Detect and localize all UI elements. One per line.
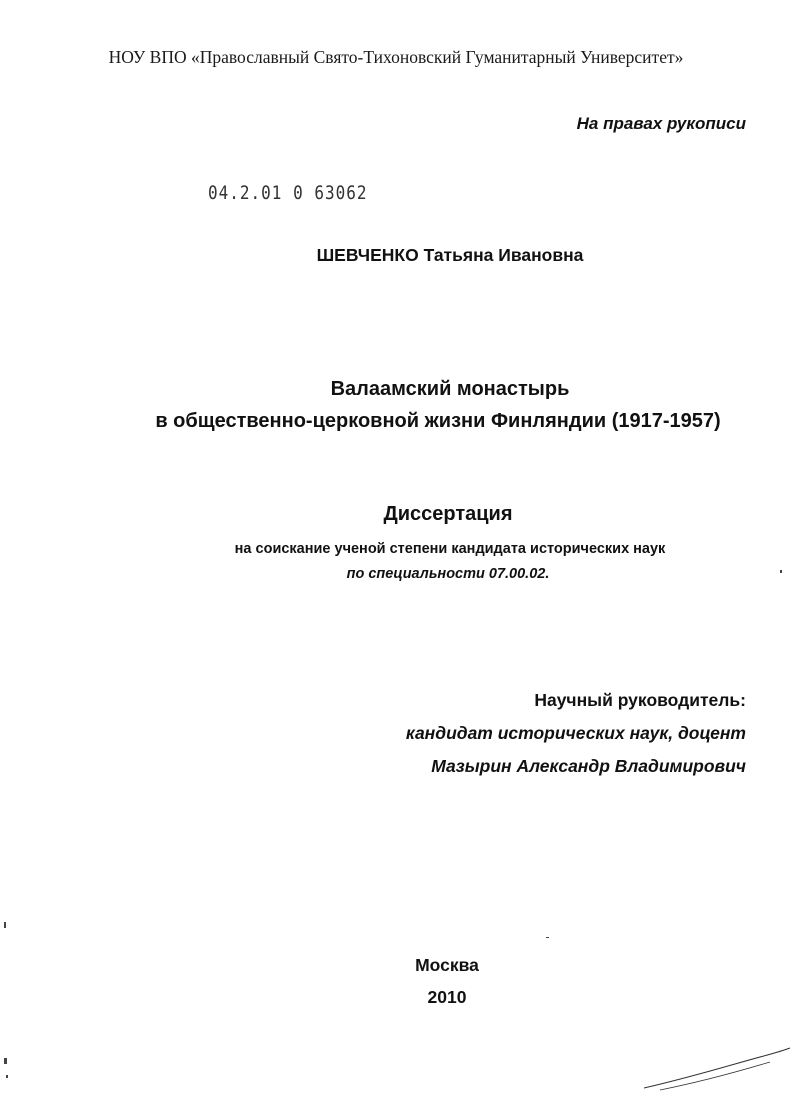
dissertation-title-line-2: в общественно-церковной жизни Финляндии (1917-1957) bbox=[155, 410, 721, 432]
manuscript-rights-note: На правах рукописи bbox=[576, 114, 746, 133]
advisor-name: Мазырин Александр Владимирович bbox=[431, 756, 746, 776]
handwritten-signature bbox=[640, 1044, 792, 1094]
degree-statement: на соискание ученой степени кандидата исторических наук bbox=[234, 541, 666, 557]
document-type: Диссертация bbox=[383, 503, 513, 525]
scan-speck bbox=[780, 570, 782, 573]
registration-stamp-number: 04.2.01 0 63062 bbox=[208, 181, 368, 204]
city: Москва bbox=[415, 955, 479, 975]
scan-speck bbox=[6, 1075, 8, 1078]
advisor-rank: кандидат исторических наук, доцент bbox=[405, 723, 746, 743]
university-name: НОУ ВПО «Православный Свято-Тихоновский Гуманитарный Университет» bbox=[108, 47, 684, 67]
author-name: ШЕВЧЕНКО Татьяна Ивановна bbox=[316, 245, 584, 265]
scan-speck bbox=[4, 1058, 7, 1064]
scan-speck bbox=[4, 922, 6, 928]
scan-speck bbox=[546, 937, 549, 938]
year: 2010 bbox=[427, 987, 467, 1007]
advisor-label: Научный руководитель: bbox=[534, 690, 746, 710]
dissertation-title-line-1: Валаамский монастырь bbox=[330, 378, 570, 400]
specialty-code: по специальности 07.00.02. bbox=[346, 566, 550, 582]
